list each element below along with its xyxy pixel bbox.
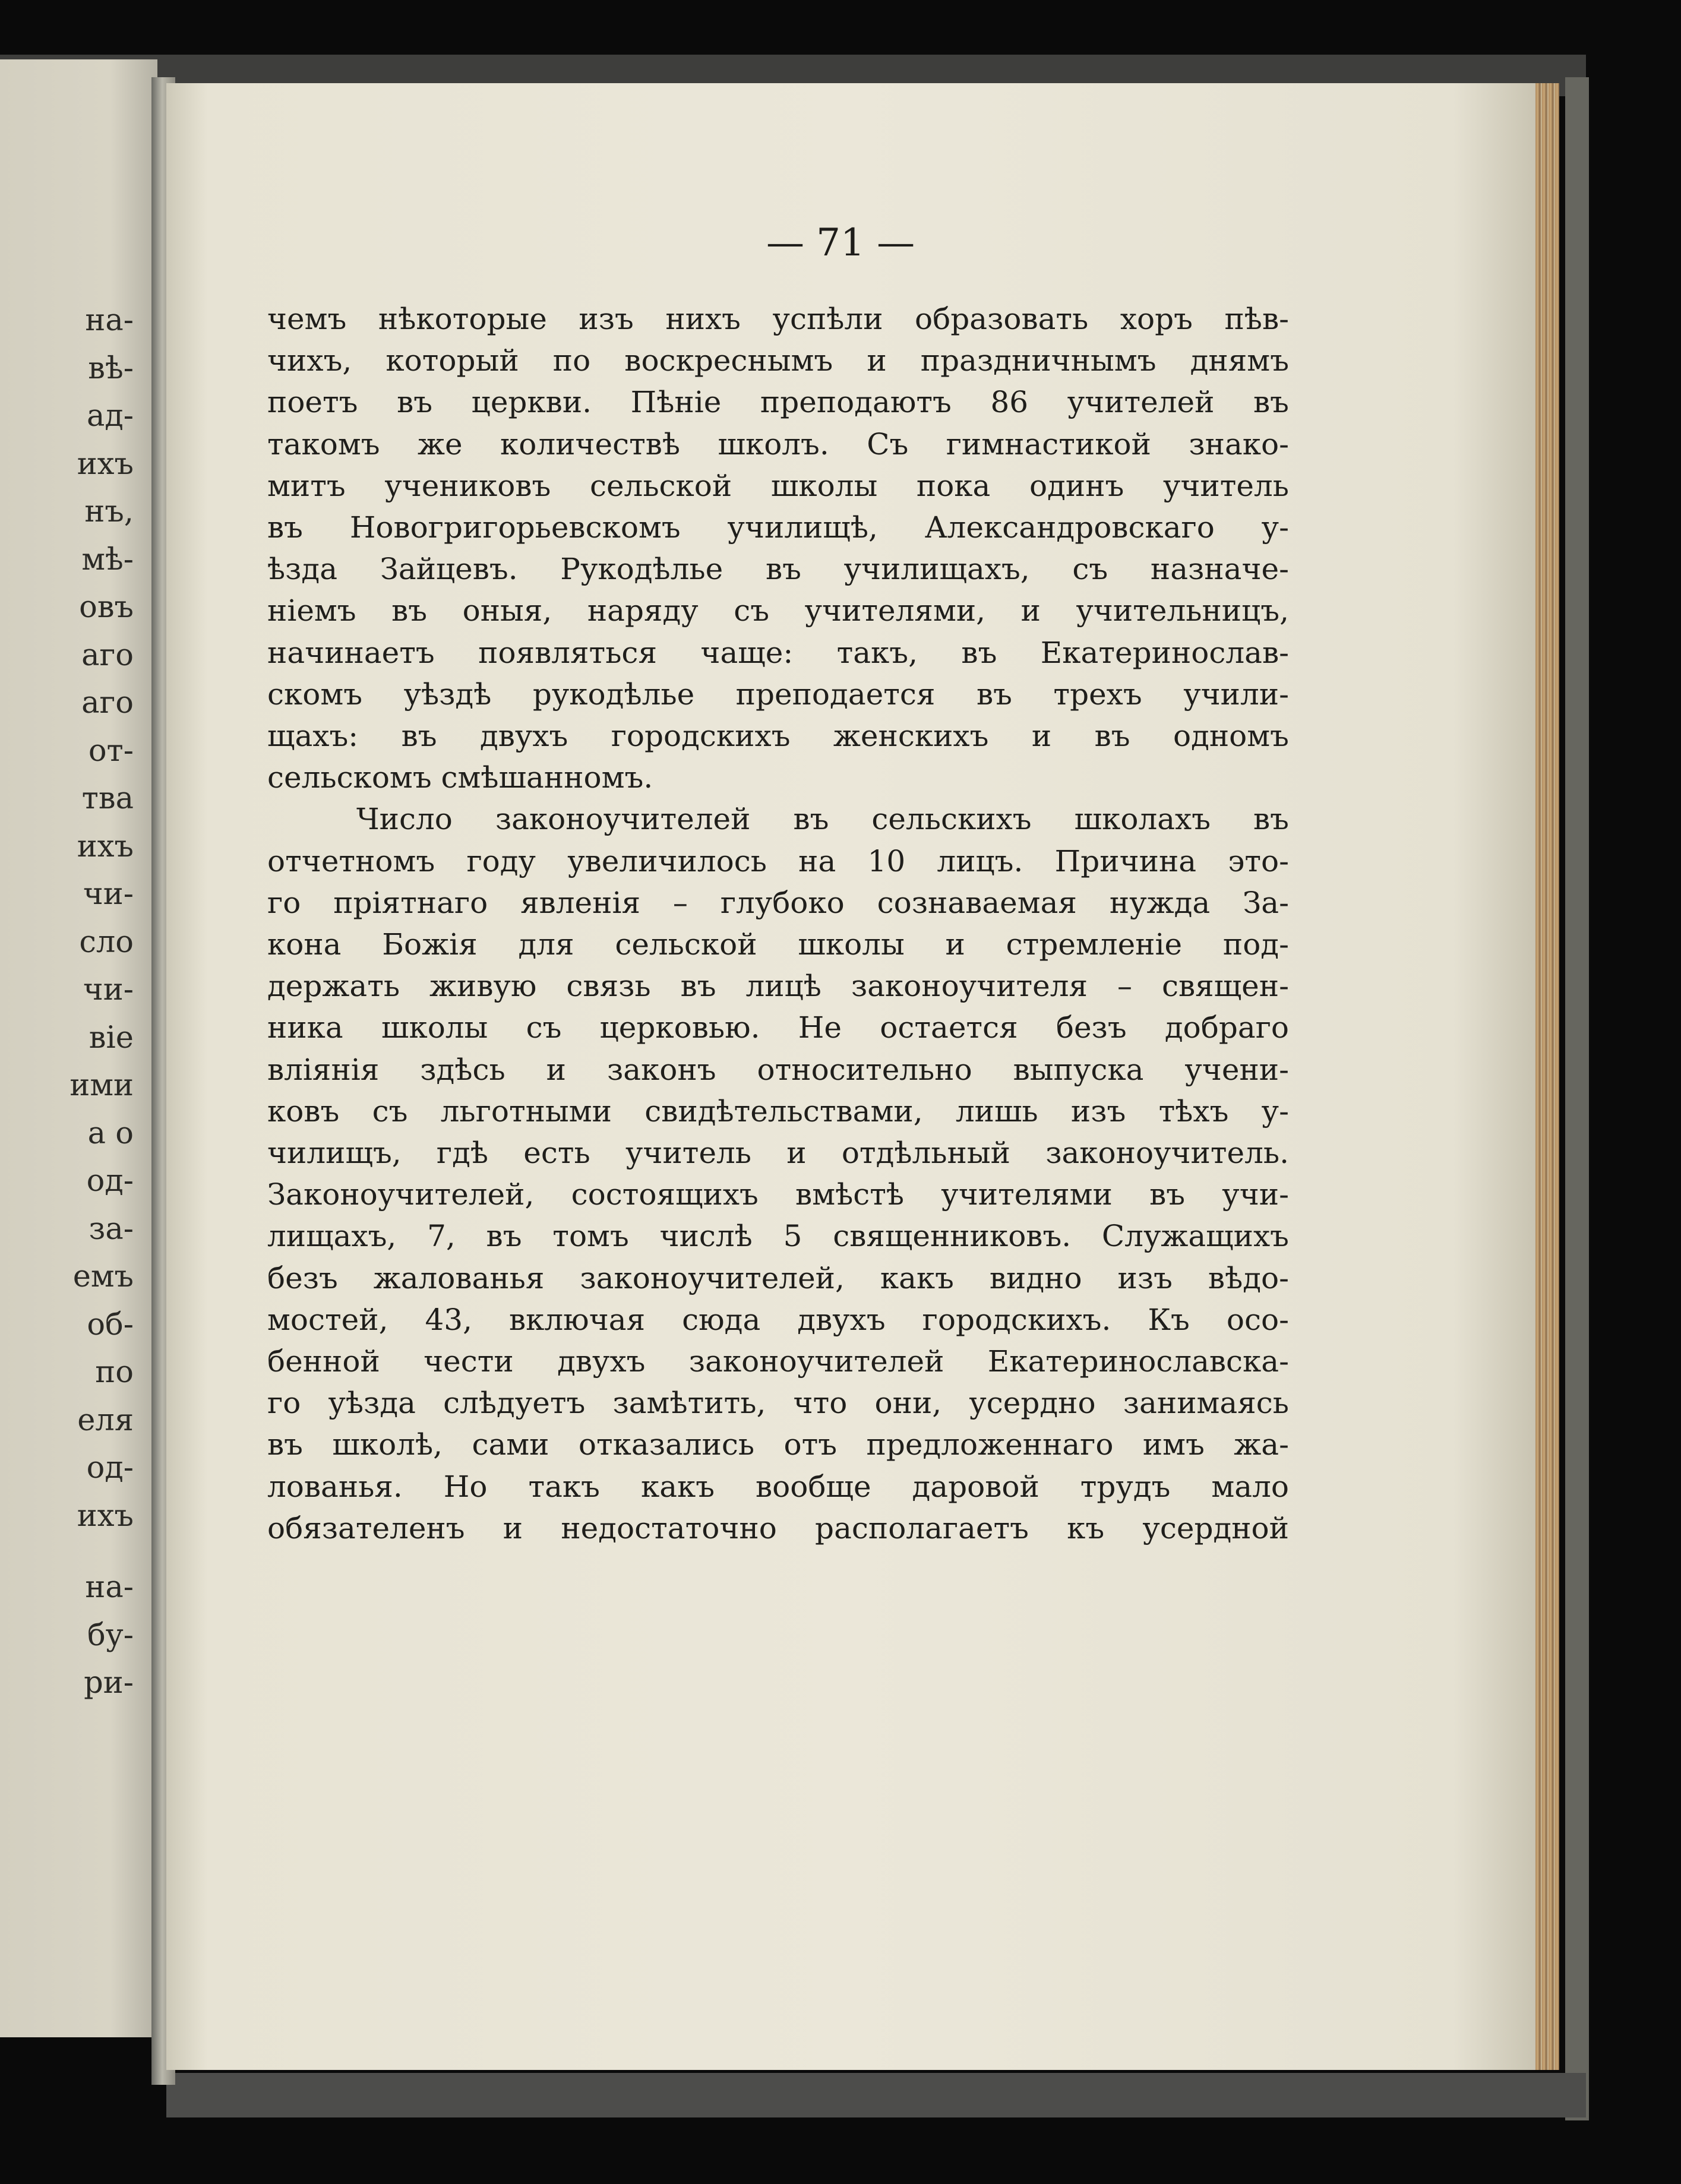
left-page-fragment: ими: [69, 1068, 134, 1103]
left-page-fragment: віе: [89, 1020, 134, 1055]
text-line: отчетномъ году увеличилось на 10 лицъ. Причина это-: [267, 843, 1289, 878]
text-line: въ Новогригорьевскомъ училищѣ, Александровскаго у-: [267, 510, 1289, 545]
page-edges: [1535, 83, 1559, 2070]
left-page-fragment: ри-: [84, 1665, 134, 1701]
left-page-fragment: аго: [81, 637, 134, 673]
left-page-fragment: чи-: [83, 877, 134, 912]
left-page: [0, 59, 157, 2037]
text-line: лищахъ, 7, въ томъ числѣ 5 священниковъ. Служащихъ: [267, 1219, 1289, 1254]
text-line: Число законоучителей въ сельскихъ школахъ въ: [356, 802, 1289, 837]
left-page-fragment: ихъ: [77, 829, 134, 864]
left-page-fragment: по: [95, 1355, 134, 1390]
text-line: скомъ уѣздѣ рукодѣлье преподается въ трехъ учили-: [267, 677, 1289, 712]
text-line: начинаетъ появляться чаще: такъ, въ Екатеринослав-: [267, 635, 1289, 670]
left-page-fragment: од-: [86, 1164, 134, 1199]
left-page-fragment: а о: [87, 1115, 134, 1151]
text-line: ника школы съ церковью. Не остается безъ добраго: [267, 1010, 1289, 1045]
text-line: безъ жалованья законоучителей, какъ видно изъ вѣдо-: [267, 1260, 1289, 1295]
left-page-fragment: од-: [86, 1450, 134, 1486]
text-line: такомъ же количествѣ школъ. Съ гимнастикой знако-: [267, 426, 1289, 462]
text-line: держать живую связь въ лицѣ законоучителя – священ-: [267, 969, 1289, 1004]
page-number: — 71 —: [766, 221, 915, 265]
left-page-fragment: об-: [87, 1307, 134, 1342]
left-page-fragment: ад-: [86, 399, 134, 434]
background-band-bottom: [166, 2073, 1586, 2117]
left-page-fragment: на-: [85, 1570, 134, 1605]
text-line: чилищъ, гдѣ есть учитель и отдѣльный законоучитель.: [267, 1136, 1289, 1170]
left-page-fragment: мѣ-: [81, 542, 134, 577]
left-page-fragment: бу-: [87, 1617, 134, 1653]
text-line: сельскомъ смѣшанномъ.: [267, 760, 653, 795]
left-page-fragment: овъ: [79, 590, 134, 625]
left-page-fragment: нъ,: [84, 494, 134, 529]
text-line: ніемъ въ оныя, наряду съ учителями, и учительницъ,: [267, 593, 1289, 628]
text-line: поетъ въ церкви. Пѣніе преподаютъ 86 учителей въ: [267, 385, 1289, 420]
left-page-fragment: емъ: [72, 1259, 134, 1294]
text-line: чемъ нѣкоторые изъ нихъ успѣли образовать хоръ пѣв-: [267, 302, 1289, 336]
left-page-fragment: ихъ: [77, 446, 134, 482]
text-line: въ школѣ, сами отказались отъ предложеннаго имъ жа-: [267, 1427, 1289, 1462]
text-line: бенной чести двухъ законоучителей Екатеринославска-: [267, 1344, 1289, 1379]
text-line: кона Божія для сельской школы и стремленіе под-: [267, 927, 1289, 962]
left-page-fragment: тва: [81, 781, 134, 816]
text-line: митъ учениковъ сельской школы пока одинъ учитель: [267, 468, 1289, 503]
text-line: ковъ съ льготными свидѣтельствами, лишь изъ тѣхъ у-: [267, 1093, 1289, 1129]
text-line: го пріятнаго явленія – глубоко сознаваемая нужда За-: [267, 885, 1289, 920]
text-line: лованья. Но такъ какъ вообще даровой трудъ мало: [267, 1469, 1289, 1504]
left-page-fragment: ихъ: [77, 1498, 134, 1534]
left-page-fragment: на-: [85, 303, 134, 338]
text-line: обязателенъ и недостаточно располагаетъ къ усердной: [267, 1510, 1289, 1545]
text-line: мостей, 43, включая сюда двухъ городскихъ. Къ осо-: [267, 1302, 1289, 1337]
left-page-fragment: еля: [77, 1402, 134, 1438]
text-line: ѣзда Зайцевъ. Рукодѣлье въ училищахъ, съ назначе-: [267, 552, 1289, 587]
text-line: щахъ: въ двухъ городскихъ женскихъ и въ одномъ: [267, 719, 1289, 753]
left-page-fragment: от-: [88, 733, 134, 769]
left-page-fragment: вѣ-: [88, 350, 134, 386]
text-line: вліянія здѣсь и законъ относительно выпуска учени-: [267, 1052, 1289, 1087]
text-line: Законоучителей, состоящихъ вмѣстѣ учителями въ учи-: [267, 1177, 1289, 1212]
text-line: чихъ, который по воскреснымъ и праздничнымъ днямъ: [267, 343, 1289, 378]
background-band-right: [1565, 77, 1589, 2120]
text-line: го уѣзда слѣдуетъ замѣтить, что они, усердно занимаясь: [267, 1386, 1289, 1421]
left-page-fragment: аго: [81, 685, 134, 720]
left-page-fragment: чи-: [83, 972, 134, 1007]
left-page-fragment: сло: [79, 924, 134, 960]
left-page-fragment: за-: [89, 1211, 134, 1247]
